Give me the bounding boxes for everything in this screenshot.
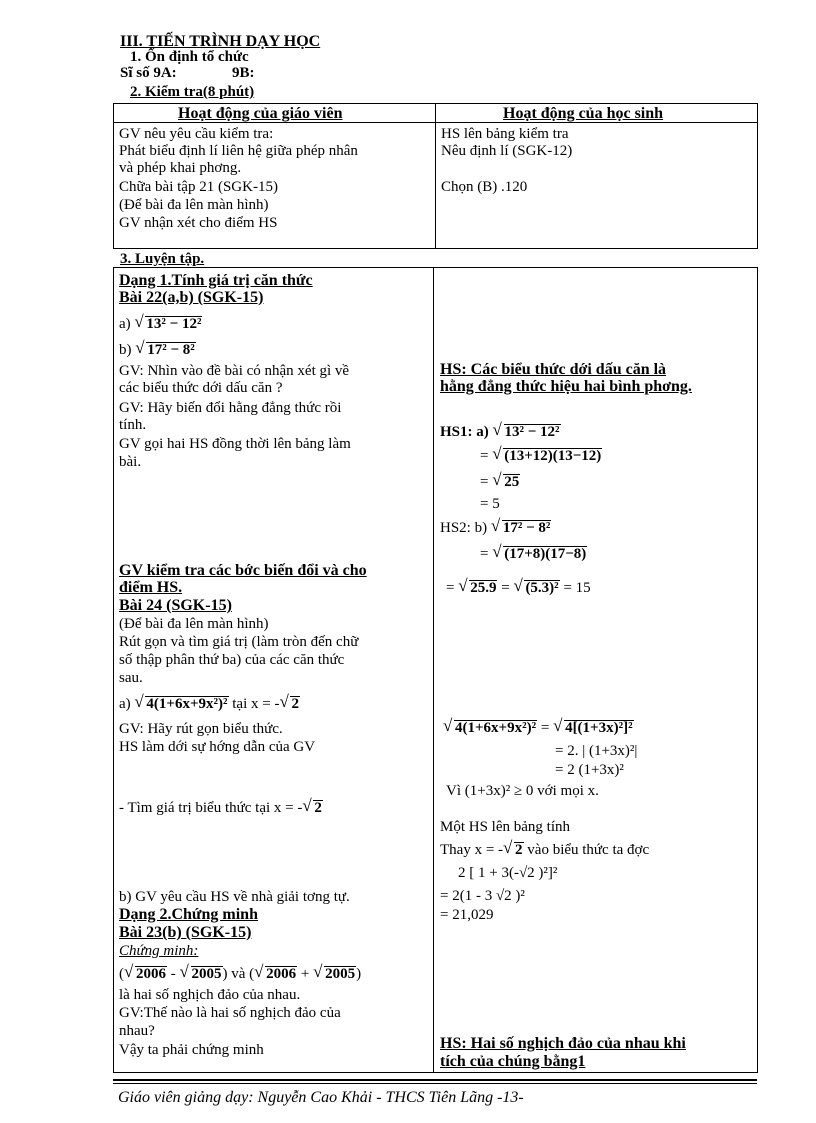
student-line: Nêu định lí (SGK-12) [441,143,573,159]
sqrt-17-8: √ 17² − 8² [135,342,196,359]
gv-the-nao: GV:Thế nào là hai số nghịch đảo của [119,1005,341,1021]
sqrt-hs2: √ 17² − 8² [491,520,552,537]
bai-24-text: Rút gọn và tìm giá trị (làm tròn đến chữ [119,634,359,650]
section-luyen-tap: 3. Luyện tập. [120,251,205,267]
r24-step2: = 2 (1+3x)² [555,762,624,778]
ex22b [119,342,196,359]
ex24a [119,696,300,713]
teacher-line: GV nêu yêu cầu kiểm tra: [119,126,274,142]
footer-rule [113,1079,757,1081]
col-student-header: Hoạt động của học sinh [503,105,664,122]
calc-2: = 2(1 - 3 √2 )² [440,888,525,904]
dang-2-title: Dạng 2.Chứng minh [119,906,258,923]
ex22b-label: b) [119,342,132,358]
sqrt-hs1: √ 13² − 12² [493,424,561,441]
hs2-step2: = √ 25.9 = √ (5.3)² = 15 [446,580,591,597]
bai-24-note: (Để bài đa lên màn hình) [119,616,269,632]
sqrt-hs2-step1: √ (17+8)(17−8) [492,546,587,563]
cm-expression: (√ 2006 - √ 2005) và (√ 2006 + √ 2005) [119,966,361,983]
vay-ta-phai: Vậy ta phải chứng minh [119,1042,264,1058]
teacher-line: GV nhận xét cho điểm HS [119,215,278,231]
gv-question-3: GV gọi hai HS đồng thời lên bảng làm [119,436,351,452]
sqrt-13-12: √ 13² − 12² [134,316,202,333]
gv-rut-gon: GV: Hãy rút gọn biểu thức. [119,721,283,737]
ex24a-label: a) [119,696,131,712]
sqrt-r24-rhs: √ 4[(1+3x)²]² [553,720,634,737]
gv-check: GV kiểm tra các bớc biến đổi và cho [119,562,367,579]
sqrt-2: √ 2 [279,696,300,713]
sqrt-25-9: √ 25.9 [458,580,497,597]
sqrt-2005: √ 2005 [313,966,356,983]
hs-lam: HS làm dới sự hớng dẫn của GV [119,739,316,755]
footer-text: Giáo viên giảng dạy: Nguyễn Cao Khải - THCS Tiên Lãng -13- [118,1089,524,1106]
bai-24-title: Bài 24 (SGK-15) [119,597,232,614]
hs2-line: HS2: b) √ 17² − 8² [440,520,551,537]
sqrt-2: √ 2 [302,800,323,817]
hs-nghich-dao: tích của chúng bằng1 [440,1053,586,1070]
teacher-line: (Để bài đa lên màn hình) [119,197,269,213]
sqrt-hs1-step1: √ (13+12)(13−12) [492,448,602,465]
item-on-dinh: 1. Ổn định tổ chức [130,49,249,65]
siso-9a: Sĩ số 9A: [120,65,177,81]
hs-nhan-xet: hằng đẳng thức hiệu hai bình phơng. [440,378,692,395]
ex24a-tai: tại x = - [232,696,280,712]
ex22a [119,316,202,333]
sqrt-25: √ 25 [492,474,520,491]
item-kiem-tra: 2. Kiểm tra(8 phút) [130,84,255,100]
mot-hs: Một HS lên bảng tính [440,819,570,835]
section-title: III. TIẾN TRÌNH DẠY HỌC [120,33,321,50]
col-teacher-header: Hoạt động của giáo viên [178,105,343,122]
gv-question-1: GV: Nhìn vào đề bài có nhận xét gì về [119,363,350,379]
gv-question-1: các biểu thức dới dấu căn ? [119,380,283,396]
r24-vi: Vì (1+3x)² ≥ 0 với mọi x. [446,783,599,799]
bai-22-title: Bài 22(a,b) (SGK-15) [119,289,264,306]
student-line: HS lên bảng kiểm tra [441,126,569,142]
hs1-step2: = √ 25 [480,474,520,491]
siso-9b: 9B: [232,65,255,81]
student-line: Chọn (B) .120 [441,179,528,195]
sqrt-2006: √ 2006 [124,966,167,983]
teacher-line: và phép khai phơng. [119,160,242,176]
bai-24-text: số thập phân thứ ba) của các căn thức [119,652,345,668]
teacher-line: Phát biểu định lí liên hệ giữa phép nhân [119,143,358,159]
hs-nghich-dao: HS: Hai số nghịch đảo của nhau khi [440,1035,686,1052]
thay-line: Thay x = -√ 2 vào biểu thức ta đợc [440,842,649,859]
r24-step1: = 2. | (1+3x)²| [555,743,638,759]
r24-line: √ 4(1+6x+9x²)² = √ 4[(1+3x)²]² [443,720,634,737]
check-table-divider [435,103,436,248]
dang-1-title: Dạng 1.Tính giá trị căn thức [119,272,313,289]
gv-question-3: bài. [119,454,142,470]
sqrt-5-3: √ (5.3)² [513,580,559,597]
sqrt-24a: √ 4(1+6x+9x²)² [134,696,228,713]
teacher-line: Chữa bài tập 21 (SGK-15) [119,179,278,195]
gv-check: điểm HS. [119,579,183,596]
bai-24-text: sau. [119,670,143,686]
b24-homework: b) GV yêu cầu HS về nhà giải tơng tự. [119,889,350,905]
gv-question-2: GV: Hãy biến đổi hằng đẳng thức rồi [119,400,342,416]
practice-table-divider [433,267,434,1072]
gv-the-nao: nhau? [119,1023,155,1039]
cm-text: là hai số nghịch đảo của nhau. [119,987,301,1003]
hs-nhan-xet: HS: Các biểu thức dới dấu căn là [440,361,667,378]
tim-gia-tri: - Tìm giá trị biểu thức tại x = -√ 2 [119,800,323,817]
calc-3: = 21,029 [440,907,494,923]
chung-minh-label: Chứng minh: [119,943,199,959]
gv-question-2: tính. [119,417,147,433]
calc-1: 2 [ 1 + 3(-√2 )²]² [458,865,558,881]
hs2-step1: = √ (17+8)(17−8) [480,546,587,563]
sqrt-2: √ 2 [503,842,524,859]
bai-23-title: Bài 23(b) (SGK-15) [119,924,252,941]
hs1-step1: = √ (13+12)(13−12) [480,448,602,465]
sqrt-2005: √ 2005 [180,966,223,983]
hs1-line: HS1: a) √ 13² − 12² [440,424,561,441]
sqrt-r24-lhs: √ 4(1+6x+9x²)² [443,720,537,737]
sqrt-2006: √ 2006 [254,966,297,983]
footer-rule-thin [113,1083,757,1084]
hs1-result: = 5 [480,496,500,512]
ex22a-label: a) [119,316,131,332]
